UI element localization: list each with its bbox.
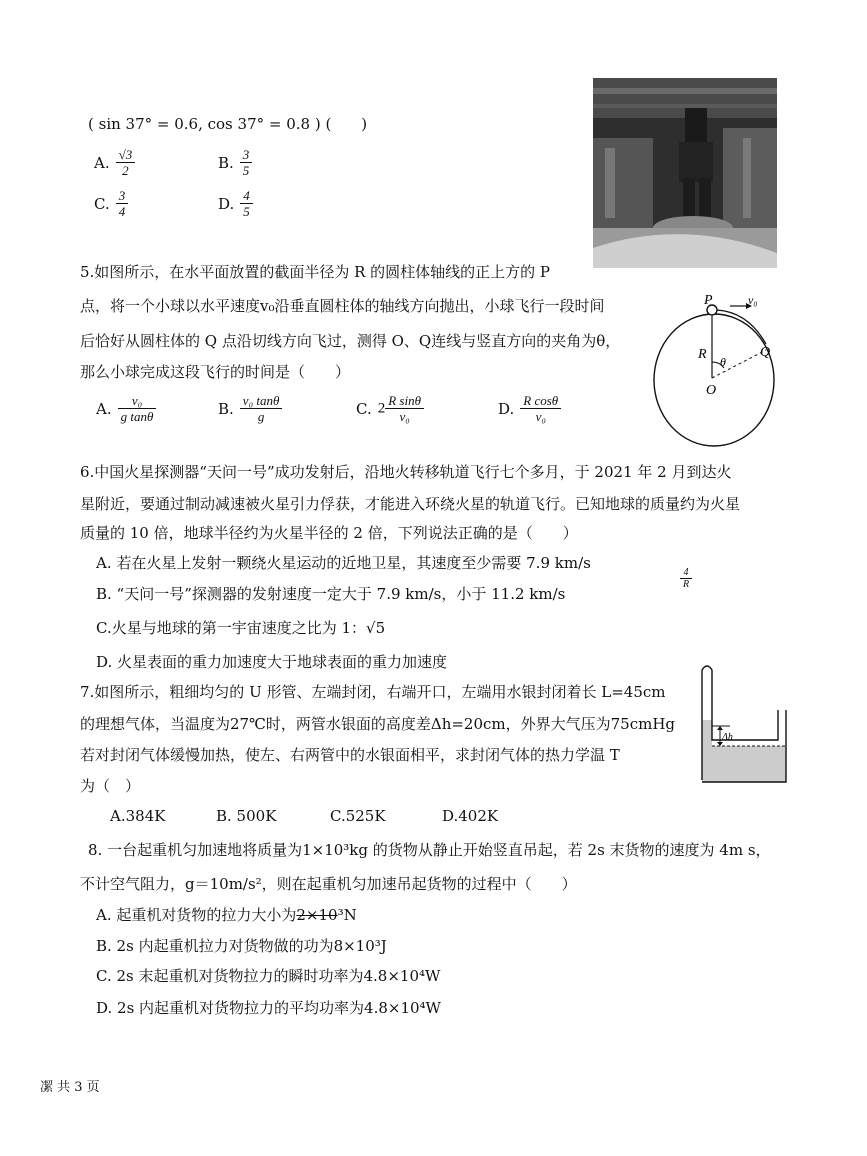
q5-option-a — [96, 393, 156, 424]
q5-line-1: 5.如图所示，在水平面放置的截面半径为 R 的圆柱体轴线的正上方的 P — [80, 263, 551, 281]
denominator: 5 — [243, 204, 250, 219]
label-r: R — [698, 347, 707, 362]
option-label: C. — [94, 194, 110, 213]
q6-option-a: A. 若在火星上发射一颗绕火星运动的近地卫星，其速度至少需要 7.9 km/s — [96, 554, 591, 572]
coefficient: 2 — [377, 400, 386, 417]
q4-option-a — [94, 147, 135, 178]
label-p: P — [704, 293, 713, 308]
q6-line-2: 星附近，要通过制动减速被火星引力俘获，才能进入环绕火星的轨道飞行。已知地球的质量约为火星 — [80, 495, 741, 513]
label-theta: θ — [720, 355, 726, 369]
q5-option-c — [356, 393, 424, 424]
q7-line-2: 的理想气体，当温度为27℃时，两管水银面的高度差Δh=20cm，外界大气压为75cmHg — [80, 715, 676, 733]
numerator: 4 — [680, 567, 692, 579]
q4-option-b — [218, 147, 252, 178]
q5-line-2: 点，将一个小球以水平速度v₀沿垂直圆柱体的轴线方向抛出，小球飞行一段时间 — [80, 297, 605, 315]
denominator: v₀ — [399, 409, 410, 424]
robot-photo — [593, 78, 777, 268]
numerator: v₀ tanθ — [240, 393, 283, 409]
fraction — [385, 393, 424, 424]
q5-diagram — [648, 286, 788, 456]
option-a-text: A. 起重机对货物的拉力大小为 — [96, 906, 297, 924]
option-label: B. — [218, 399, 234, 418]
option-a-value: 2×10 — [296, 906, 338, 924]
fraction — [240, 188, 253, 219]
numerator: 3 — [116, 188, 129, 204]
photo-graphic — [593, 78, 777, 268]
q5-line-3: 后恰好从圆柱体的 Q 点沿切线方向飞过，测得 O、Q连线与竖直方向的夹角为θ， — [80, 332, 621, 350]
q5-line-4: 那么小球完成这段飞行的时间是（ ） — [80, 363, 351, 381]
option-label: A. — [94, 153, 110, 172]
denominator: g — [257, 409, 265, 424]
q8-option-c: C. 2s 末起重机对货物拉力的瞬时功率为4.8×10⁴W — [96, 967, 441, 985]
q8-option-b: B. 2s 内起重机拉力对货物做的功为8×10³J — [96, 937, 387, 955]
q7-option-c: C.525K — [330, 807, 386, 825]
denominator: 2 — [122, 163, 129, 178]
q4-given: ( sin 37° = 0.6, cos 37° = 0.8 ) ( ) — [88, 115, 368, 133]
fraction — [240, 393, 283, 424]
numerator: 3 — [240, 147, 253, 163]
option-a-unit: ³N — [337, 906, 357, 924]
label-q: Q — [760, 345, 771, 360]
margin-fraction — [680, 567, 692, 590]
q8-option-a — [96, 905, 357, 925]
q7-line-3: 若对封闭气体缓慢加热，使左、右两管中的水银面相平，求封闭气体的热力学温 T — [80, 746, 620, 764]
numerator: v₀ — [118, 393, 157, 409]
q5-option-d — [498, 393, 561, 424]
q7-option-d: D.402K — [442, 807, 499, 825]
q7-option-b: B. 500K — [216, 807, 277, 825]
q6-line-3: 质量的 10 倍，地球半径约为火星半径的 2 倍，下列说法正确的是（ ） — [80, 524, 578, 542]
q6-line-1: 6.中国火星探测器“天问一号”成功发射后，沿地火转移轨道飞行七个多月，于 2021 年 2 月到达火 — [80, 463, 732, 481]
arrow-up — [717, 726, 723, 730]
q7-line-4: 为（ ） — [80, 777, 141, 795]
q6-option-b: B. “天问一号”探测器的发射速度一定大于 7.9 km/s，小于 11.2 km/s — [96, 585, 566, 603]
q6-option-d: D. 火星表面的重力加速度大于地球表面的重力加速度 — [96, 653, 448, 671]
margin-note — [680, 567, 692, 590]
q7-utube-diagram — [690, 660, 800, 790]
option-label: A. — [96, 399, 112, 418]
option-label: C. — [356, 399, 372, 418]
q8-option-d: D. 2s 内起重机对货物拉力的平均功率为4.8×10⁴W — [96, 999, 441, 1017]
q8-line-2: 不计空气阻力，g＝10m/s²，则在起重机匀加速吊起货物的过程中（ ） — [80, 875, 577, 893]
q4-option-c — [94, 188, 128, 219]
q7-line-1: 7.如图所示，粗细均匀的 U 形管、左端封闭，右端开口，左端用水银封闭着长 L=45cm — [80, 683, 666, 701]
q8-line-1: 8. 一台起重机匀加速地将质量为1×10³kg 的货物从静止开始竖直吊起，若 2s 末货物的速度为 4m s， — [88, 841, 771, 859]
denominator: v₀ — [535, 409, 546, 424]
numerator: R sinθ — [385, 393, 424, 409]
fraction — [240, 147, 253, 178]
q7-option-a: A.384K — [110, 807, 166, 825]
fraction — [118, 393, 157, 424]
denominator: 4 — [118, 204, 126, 219]
q6-option-c: C.火星与地球的第一宇宙速度之比为 1：√5 — [96, 619, 386, 637]
fraction — [116, 147, 136, 178]
option-label: D. — [498, 399, 515, 418]
fraction — [520, 393, 561, 424]
label-v0: v₀ — [748, 293, 758, 307]
page-footer: 㓗 共 3 页 — [40, 1080, 100, 1095]
numerator: 4 — [240, 188, 253, 204]
numerator: √3 — [116, 147, 136, 163]
q5-option-b — [218, 393, 282, 424]
option-label: D. — [218, 194, 235, 213]
denominator: R — [683, 579, 690, 590]
denominator: g tanθ — [120, 409, 154, 424]
q4-option-d — [218, 188, 253, 219]
label-o: O — [706, 383, 717, 398]
denominator: 5 — [242, 163, 250, 178]
fraction — [116, 188, 129, 219]
mercury-left — [702, 720, 712, 750]
numerator: R cosθ — [520, 393, 561, 409]
cylinder-circle — [654, 314, 774, 446]
label-dh: Δh — [722, 732, 733, 743]
mercury-bottom — [702, 746, 786, 782]
option-label: B. — [218, 153, 234, 172]
